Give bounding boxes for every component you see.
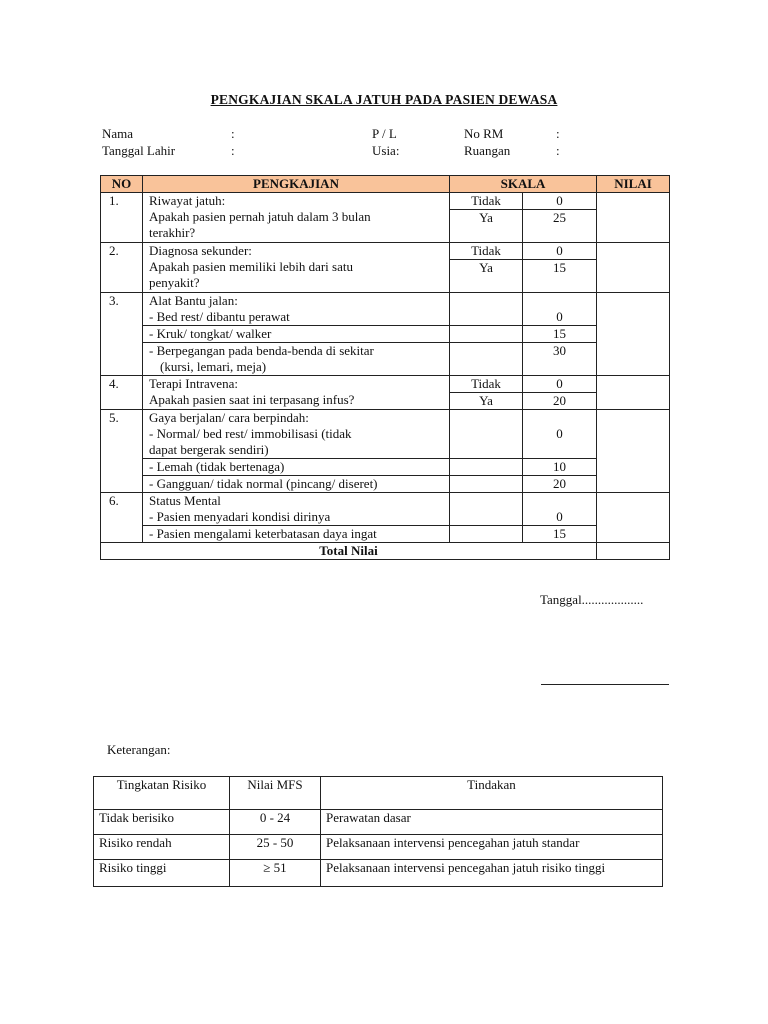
- table-row: [101, 459, 670, 476]
- ruangan-label: Ruangan: [464, 143, 511, 158]
- question-line: Apakah pasien memiliki lebih dari satu: [149, 259, 353, 274]
- nilai-cell[interactable]: [597, 243, 670, 293]
- skala-empty: [450, 526, 523, 543]
- norm-colon: :: [556, 126, 560, 141]
- option-score: 15: [523, 260, 597, 293]
- assessment-header-row: [101, 176, 670, 193]
- question-line: Apakah pasien pernah jatuh dalam 3 bulan: [149, 209, 371, 224]
- option-label: Ya: [450, 260, 523, 293]
- option-score: 0: [523, 376, 597, 393]
- option-score: 0: [523, 493, 597, 526]
- total-nilai-cell[interactable]: [597, 543, 670, 560]
- total-row: [101, 543, 670, 560]
- row-question: [143, 193, 450, 243]
- risk-range: ≥ 51: [230, 860, 321, 887]
- document-title: PENGKAJIAN SKALA JATUH PADA PASIEN DEWASA: [210, 92, 558, 107]
- nama-label: Nama: [102, 126, 134, 141]
- nilai-cell[interactable]: [597, 193, 670, 243]
- risk-action: Pelaksanaan intervensi pencegahan jatuh risiko tinggi: [321, 860, 663, 887]
- question-line: - Berpegangan pada benda-benda di sekitar: [149, 343, 374, 358]
- question-line: Apakah pasien saat ini terpasang infus?: [149, 392, 355, 407]
- header-no: NO: [101, 176, 143, 193]
- risk-header-tindakan: Tindakan: [321, 777, 663, 810]
- risk-range: 25 - 50: [230, 835, 321, 860]
- question-line: - Pasien menyadari kondisi dirinya: [149, 509, 331, 524]
- usia-label: Usia:: [372, 143, 400, 158]
- row-question: [143, 343, 450, 376]
- row-number: 4.: [101, 376, 143, 410]
- table-row: [101, 493, 670, 526]
- nilai-cell[interactable]: [597, 376, 670, 410]
- row-number: 6.: [101, 493, 143, 543]
- question-line: - Lemah (tidak bertenaga): [143, 459, 450, 476]
- table-row: [101, 326, 670, 343]
- risk-level: Risiko tinggi: [94, 860, 230, 887]
- nilai-cell[interactable]: [597, 493, 670, 543]
- table-row: [101, 243, 670, 260]
- question-line: Status Mental: [149, 493, 221, 508]
- question-line: - Gangguan/ tidak normal (pincang/ diseret): [143, 476, 450, 493]
- risk-level: Tidak berisiko: [94, 810, 230, 835]
- header-nilai: NILAI: [597, 176, 670, 193]
- nama-colon: :: [231, 126, 235, 141]
- option-label: Tidak: [450, 243, 523, 260]
- table-row: [101, 193, 670, 210]
- question-line: - Normal/ bed rest/ immobilisasi (tidak: [149, 426, 352, 441]
- row-question: [143, 293, 450, 326]
- option-score: 15: [523, 526, 597, 543]
- risk-header-row: [94, 777, 663, 810]
- table-row: [101, 476, 670, 493]
- skala-empty: [450, 459, 523, 476]
- table-row: [101, 343, 670, 376]
- tanggal-field: Tanggal...................: [540, 592, 644, 607]
- row-number: 3.: [101, 293, 143, 376]
- skala-empty: [450, 410, 523, 459]
- keterangan-label: Keterangan:: [107, 742, 171, 757]
- norm-label: No RM: [464, 126, 504, 141]
- option-label: Ya: [450, 393, 523, 410]
- table-row: [101, 376, 670, 393]
- option-label: Tidak: [450, 193, 523, 210]
- signature-line: [541, 684, 669, 685]
- option-score: 0: [523, 243, 597, 260]
- question-line: Alat Bantu jalan:: [149, 293, 238, 308]
- question-line: - Bed rest/ dibantu perawat: [149, 309, 290, 324]
- assessment-table: [100, 175, 670, 560]
- row-question: [143, 376, 450, 410]
- risk-level: Risiko rendah: [94, 835, 230, 860]
- pl-label: P / L: [372, 126, 397, 141]
- skala-empty: [450, 493, 523, 526]
- risk-header-tingkatan: Tingkatan Risiko: [94, 777, 230, 810]
- question-line: Terapi Intravena:: [149, 376, 238, 391]
- row-number: 5.: [101, 410, 143, 493]
- question-line: terakhir?: [149, 225, 196, 240]
- row-question: [143, 410, 450, 459]
- nilai-cell[interactable]: [597, 293, 670, 376]
- question-line: Gaya berjalan/ cara berpindah:: [149, 410, 309, 425]
- row-number: 2.: [101, 243, 143, 293]
- nilai-cell[interactable]: [597, 410, 670, 493]
- risk-level-table: [93, 776, 663, 887]
- tanggal-lahir-label: Tanggal Lahir: [102, 143, 176, 158]
- option-score: 20: [523, 476, 597, 493]
- skala-empty: [450, 293, 523, 326]
- option-score: 0: [523, 193, 597, 210]
- option-label: Tidak: [450, 376, 523, 393]
- option-score: 15: [523, 326, 597, 343]
- question-line: Riwayat jatuh:: [149, 193, 226, 208]
- table-row: [101, 526, 670, 543]
- skala-empty: [450, 476, 523, 493]
- total-label: Total Nilai: [101, 543, 597, 560]
- table-row: [101, 410, 670, 459]
- tanggal-lahir-colon: :: [231, 143, 235, 158]
- option-score: 20: [523, 393, 597, 410]
- question-line: Diagnosa sekunder:: [149, 243, 252, 258]
- table-row: [94, 835, 663, 860]
- question-line: - Kruk/ tongkat/ walker: [143, 326, 450, 343]
- option-score: 30: [523, 343, 597, 376]
- ruangan-colon: :: [556, 143, 560, 158]
- option-score: 25: [523, 210, 597, 243]
- risk-action: Perawatan dasar: [321, 810, 663, 835]
- question-line: (kursi, lemari, meja): [160, 359, 267, 374]
- risk-action: Pelaksanaan intervensi pencegahan jatuh standar: [321, 835, 663, 860]
- option-label: Ya: [450, 210, 523, 243]
- row-number: 1.: [101, 193, 143, 243]
- header-pengkajian: PENGKAJIAN: [143, 176, 450, 193]
- option-score: 0: [523, 410, 597, 459]
- question-line: penyakit?: [149, 275, 200, 290]
- risk-header-nilai: Nilai MFS: [230, 777, 321, 810]
- question-line: dapat bergerak sendiri): [149, 442, 269, 457]
- row-question: [143, 243, 450, 293]
- row-question: [143, 493, 450, 526]
- table-row: [94, 810, 663, 835]
- skala-empty: [450, 326, 523, 343]
- skala-empty: [450, 343, 523, 376]
- option-score: 10: [523, 459, 597, 476]
- header-skala: SKALA: [450, 176, 597, 193]
- table-row: [94, 860, 663, 887]
- risk-range: 0 - 24: [230, 810, 321, 835]
- question-line: - Pasien mengalami keterbatasan daya ingat: [143, 526, 450, 543]
- table-row: [101, 293, 670, 326]
- option-score: 0: [523, 293, 597, 326]
